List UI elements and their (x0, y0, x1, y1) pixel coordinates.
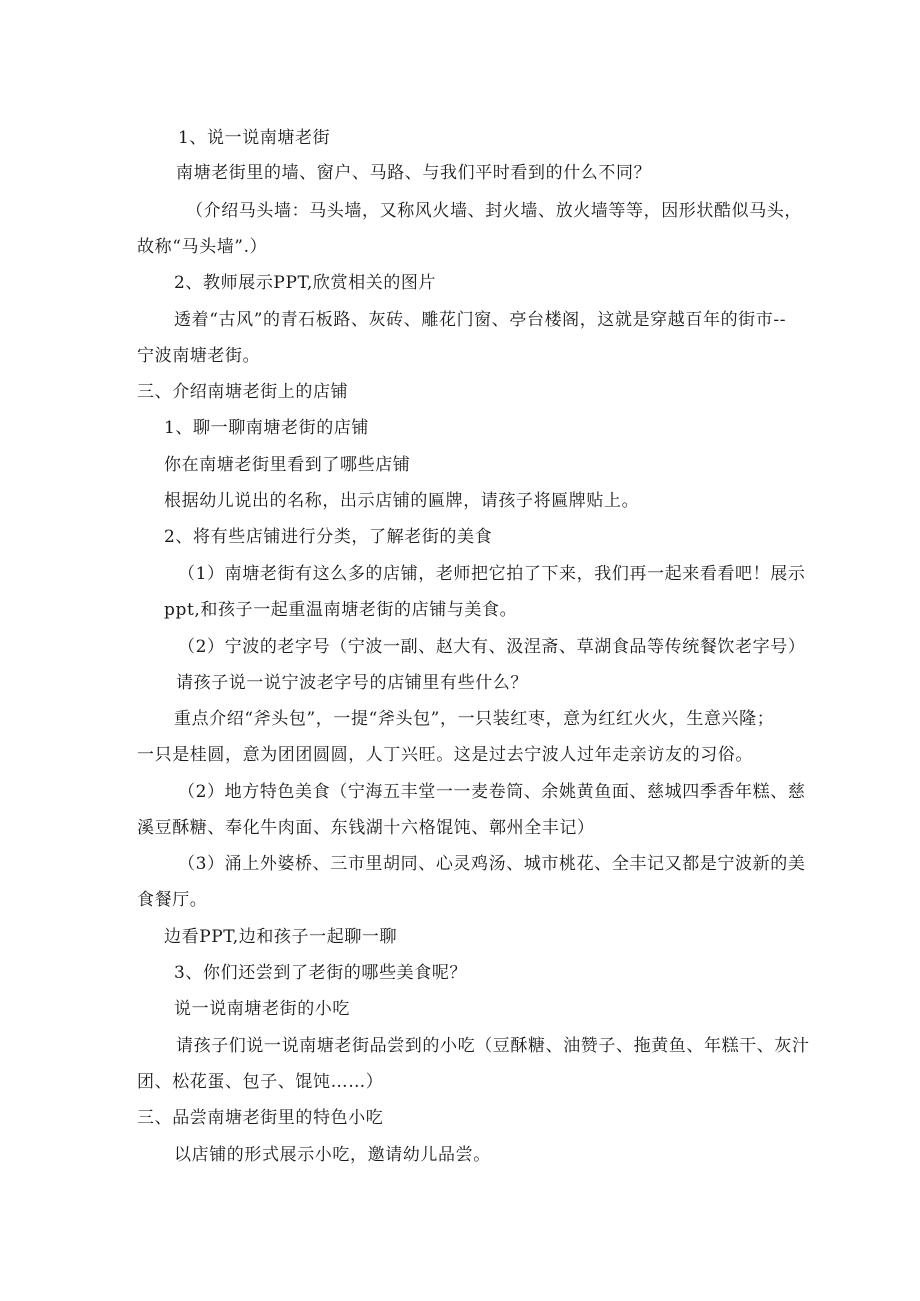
text-line: 1、聊一聊南塘老街的店铺 (164, 418, 370, 438)
text-line: 透着“古风”的青石板路、灰砖、雕花门窗、亭台楼阁，这就是穿越百年的街市-- (174, 310, 787, 330)
text-line: （介绍马头墙：马头墙，又称风火墙、封火墙、放火墙等等，因形状酷似马头， (186, 201, 802, 221)
text-line: 请孩子们说一说南塘老街品尝到的小吃（豆酥糖、油赞子、拖黄鱼、年糕干、灰汁 (176, 1036, 810, 1056)
text-line: （2）宁波的老字号（宁波一副、赵大有、汲涅斋、草湖食品等传统餐饮老字号） (178, 637, 806, 657)
text-line: 宁波南塘老街。 (137, 346, 261, 366)
section-heading: 三、品尝南塘老街里的特色小吃 (137, 1108, 384, 1128)
text-line: 请孩子说一说宁波老字号的店铺里有些什么？ (176, 673, 528, 693)
section-heading: 三、介绍南塘老街上的店铺 (137, 382, 349, 402)
text-line: 3、你们还尝到了老街的哪些美食呢？ (174, 963, 468, 983)
text-line: 2、将有些店铺进行分类，了解老街的美食 (164, 527, 493, 547)
text-line: 一只是桂圆，意为团团圆圆，人丁兴旺。这是过去宁波人过年走亲访友的习俗。 (137, 745, 753, 765)
text-line: （3）涌上外婆桥、三市里胡同、心灵鸡汤、城市桃花、全丰记又都是宁波新的美 (178, 854, 806, 874)
text-line: 南塘老街里的墙、窗户、马路、与我们平时看到的什么不同？ (176, 163, 652, 183)
text-line: 边看PPT,边和孩子一起聊一聊 (164, 927, 398, 947)
text-line: 以店铺的形式展示小吃，邀请幼儿品尝。 (174, 1145, 491, 1165)
text-line: 重点介绍“斧头包”，一提“斧头包”，一只装红枣，意为红红火火，生意兴隆； (174, 709, 775, 729)
text-line: 根据幼儿说出的名称，出示店铺的匾牌，请孩子将匾牌贴上。 (164, 491, 640, 511)
text-line: 团、松花蛋、包子、馄饨……） (137, 1072, 384, 1092)
text-line: 1、说一说南塘老街 (178, 128, 331, 148)
text-line: 说一说南塘老街的小吃 (174, 999, 350, 1019)
text-line: 你在南塘老街里看到了哪些店铺 (164, 455, 411, 475)
text-line: ppt,和孩子一起重温南塘老街的店铺与美食。 (164, 600, 518, 620)
text-line: 溪豆酥糖、奉化牛肉面、东钱湖十六格馄饨、鄣州全丰记） (137, 818, 595, 838)
text-line: 食餐厅。 (137, 890, 208, 910)
text-line: （1）南塘老街有这么多的店铺，老师把它拍了下来，我们再一起来看看吧！展示 (178, 564, 806, 584)
text-line: （2）地方特色美食（宁海五丰堂一一麦卷筒、余姚黄鱼面、慈城四季香年糕、慈 (178, 782, 806, 802)
text-line: 2、教师展示PPT,欣赏相关的图片 (174, 273, 437, 293)
text-line: 故称“马头墙”.） (137, 237, 268, 257)
